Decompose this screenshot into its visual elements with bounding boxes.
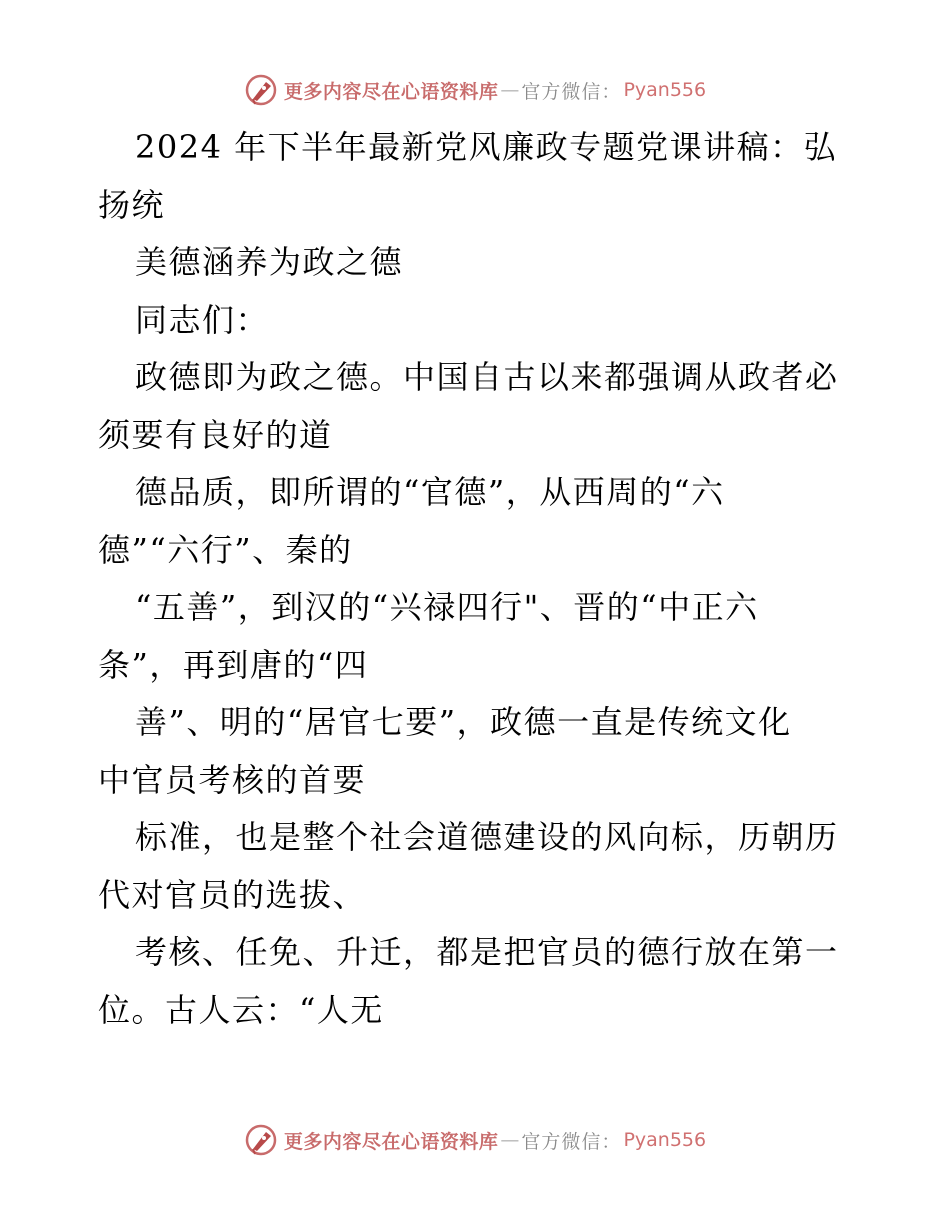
paragraph-line: 条”，再到唐的“四 — [98, 645, 369, 684]
paragraph-line: 代对官员的选拔、 — [98, 875, 367, 914]
pen-nib-logo-icon — [244, 73, 278, 107]
paragraph-line: 善”、明的“居官七要”，政德一直是传统文化 — [135, 703, 792, 741]
document-body — [98, 119, 858, 1039]
paragraph-line: 德”“六行”、秦的 — [98, 530, 353, 569]
banner-wechat-id: Pyan556 — [623, 1129, 707, 1151]
banner-title: 更多内容尽在心语资料库 — [283, 1130, 499, 1153]
banner-dash: — — [500, 1129, 520, 1151]
paragraph-line: 须要有良好的道 — [98, 415, 333, 454]
title-line-1: 2024 年下半年最新党风廉政专题党课讲稿：弘 — [135, 128, 838, 166]
salutation: 同志们： — [135, 300, 270, 339]
footer-banner — [0, 1120, 950, 1160]
paragraph-line: 考核、任免、升迁，都是把官员的德行放在第一 — [135, 933, 839, 971]
paragraph-line: 德品质，即所谓的“官德”，从西周的“六 — [135, 473, 725, 511]
header-banner — [0, 70, 950, 110]
paragraph-line: 政德即为政之德。中国自古以来都强调从政者必 — [135, 358, 839, 396]
paragraph-line: 标准，也是整个社会道德建设的风向标，历朝历 — [135, 818, 839, 856]
paragraph-line: 中官员考核的首要 — [98, 760, 367, 799]
paragraph-line: 位。古人云：“人无 — [98, 990, 384, 1029]
pen-nib-logo-icon — [244, 1123, 278, 1157]
banner-dash: — — [500, 79, 520, 101]
title-line-2: 扬统 — [98, 185, 166, 224]
banner-title: 更多内容尽在心语资料库 — [283, 80, 499, 103]
banner-wechat-id: Pyan556 — [623, 79, 707, 101]
banner-wechat-label: 官方微信： — [521, 80, 622, 103]
paragraph-line: “五善”，到汉的“兴禄四行"、晋的“中正六 — [135, 588, 759, 626]
banner-wechat-label: 官方微信： — [521, 1130, 622, 1153]
title-line-3: 美德涵养为政之德 — [135, 243, 404, 281]
